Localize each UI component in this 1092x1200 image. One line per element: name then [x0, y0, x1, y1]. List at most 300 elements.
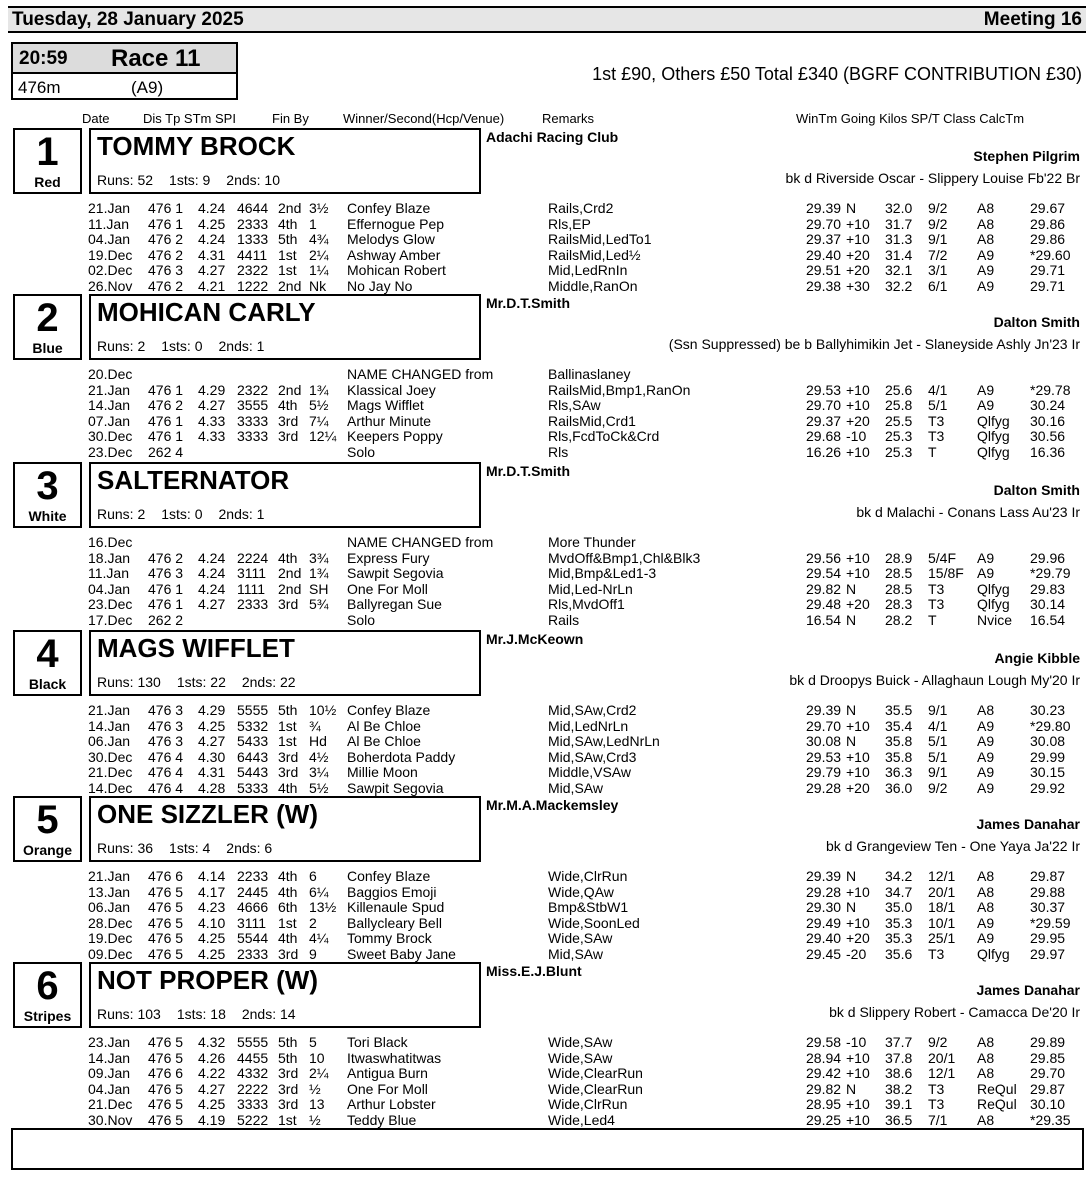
form-winner-second: One For Moll	[347, 1080, 428, 1097]
form-winner-second: Mags Wifflet	[347, 397, 424, 413]
form-going: N	[846, 899, 857, 915]
form-remarks: Wide,SAw	[548, 1034, 613, 1050]
form-kilos: 31.7	[885, 215, 913, 232]
dog-name: MAGS WIFFLET	[97, 633, 295, 663]
form-winner-second: NAME CHANGED from	[347, 366, 494, 382]
form-winner-second: One For Moll	[347, 580, 428, 597]
form-class: A9	[977, 717, 995, 734]
col-header-remarks: Remarks	[542, 111, 595, 126]
form-kilos: 28.5	[885, 565, 913, 581]
form-winner-second: Ballyregan Sue	[347, 596, 442, 612]
form-row	[0, 397, 1092, 413]
form-calc-time: 29.99	[1030, 748, 1066, 765]
form-remarks: Rls,MvdOff1	[548, 596, 625, 612]
form-win-time: 29.70	[806, 215, 842, 232]
form-finish: 3rd	[278, 1065, 299, 1081]
form-date: 19.Dec	[88, 246, 133, 263]
form-distance-beaten: 3½	[309, 200, 329, 216]
form-going: N	[846, 702, 857, 718]
form-row	[0, 702, 1092, 718]
form-calc-time: 29.87	[1030, 1080, 1066, 1097]
form-winner-second: Effernogue Pep	[347, 215, 445, 232]
form-remarks: Mid,SAw,LedNrLn	[548, 733, 660, 749]
form-sectional: 4.27	[198, 596, 226, 612]
form-row	[0, 200, 1092, 216]
form-distance-beaten: ¾	[309, 717, 321, 734]
dog-name-box	[89, 962, 481, 1028]
form-win-time: 29.40	[806, 246, 842, 263]
form-remarks: More Thunder	[548, 534, 636, 550]
form-row	[0, 946, 1092, 962]
form-dis-trap: 476 5	[148, 899, 184, 915]
breeding-line: bk d Droopys Buick - Allaghaun Lough My'20 Ir	[789, 672, 1080, 688]
form-going: +20	[846, 779, 870, 796]
form-split-positions: 4411	[237, 246, 268, 263]
form-kilos: 39.1	[885, 1096, 913, 1112]
trap-number: 1	[36, 130, 59, 174]
form-remarks: Rls,EP	[548, 215, 591, 232]
trap-number: 2	[36, 296, 59, 340]
form-date: 06.Jan	[88, 733, 131, 749]
form-distance-beaten: 1¼	[309, 262, 329, 278]
form-remarks: RailsMid,Bmp1,RanOn	[548, 381, 691, 398]
form-win-time: 29.82	[806, 1080, 842, 1097]
form-sectional: 4.25	[198, 945, 226, 962]
form-kilos: 35.0	[885, 899, 913, 915]
form-row	[0, 780, 1092, 796]
form-winner-second: Tommy Brock	[347, 930, 432, 946]
form-sectional: 4.28	[198, 779, 226, 796]
owner-name: Miss.E.J.Blunt	[486, 963, 582, 979]
form-calc-time: *29.60	[1030, 246, 1071, 263]
form-remarks: Wide,SAw	[548, 930, 613, 946]
form-going: +10	[846, 883, 870, 900]
trainer-name: Stephen Pilgrim	[973, 148, 1080, 164]
form-winner-second: Sawpit Segovia	[347, 565, 444, 581]
form-sectional: 4.27	[198, 1080, 226, 1097]
form-finish: 3rd	[278, 412, 299, 429]
form-win-time: 29.58	[806, 1034, 842, 1050]
form-row	[0, 915, 1092, 931]
trainer-name: Dalton Smith	[993, 482, 1080, 498]
form-finish: 5th	[278, 1034, 298, 1050]
form-split-positions: 5433	[237, 733, 269, 749]
form-split-positions: 3333	[237, 412, 269, 429]
seconds-count: 2nds: 22	[241, 674, 296, 690]
form-class: ReQul	[977, 1080, 1017, 1097]
form-date: 06.Jan	[88, 899, 131, 915]
form-win-time: 29.39	[806, 868, 842, 884]
form-date: 14.Dec	[88, 779, 133, 796]
form-kilos: 31.4	[885, 246, 913, 263]
form-split-positions: 5443	[237, 764, 269, 780]
form-winner-second: Boherdota Paddy	[347, 748, 456, 765]
race-distance: 476m	[18, 78, 61, 97]
form-starting-price: 9/1	[928, 702, 948, 718]
form-class: A9	[977, 779, 995, 796]
form-kilos: 36.5	[885, 1111, 913, 1128]
form-going: -10	[846, 428, 867, 444]
form-going: +10	[846, 1096, 870, 1112]
form-starting-price: 5/1	[928, 397, 948, 413]
form-winner-second: Al Be Chloe	[347, 733, 421, 749]
form-row	[0, 733, 1092, 749]
form-date: 04.Jan	[88, 231, 131, 247]
form-calc-time: 29.87	[1030, 868, 1066, 884]
form-winner-second: Killenaule Spud	[347, 899, 445, 915]
form-dis-trap: 476 6	[148, 868, 184, 884]
form-distance-beaten: 1	[309, 215, 317, 232]
dog-name-box	[89, 630, 481, 696]
race-header-row	[13, 44, 236, 74]
form-row	[0, 534, 1092, 550]
form-class: A8	[977, 868, 995, 884]
form-sectional: 4.33	[198, 428, 226, 444]
form-starting-price: 7/1	[928, 1111, 948, 1128]
form-going: N	[846, 200, 857, 216]
trainer-name: James Danahar	[976, 816, 1080, 832]
firsts-count: 1sts: 22	[176, 674, 226, 690]
form-row	[0, 382, 1092, 398]
breeding-line: bk d Riverside Oscar - Slippery Louise Fb'22 Br	[785, 170, 1080, 186]
form-remarks: Rls,FcdToCk&Crd	[548, 428, 660, 444]
col-header-date: Date	[82, 111, 110, 126]
form-distance-beaten: 4½	[309, 748, 329, 765]
form-class: A9	[977, 262, 995, 278]
form-date: 09.Jan	[88, 1065, 131, 1081]
form-winner-second: NAME CHANGED from	[347, 534, 494, 550]
form-row	[0, 428, 1092, 444]
form-kilos: 35.5	[885, 702, 913, 718]
form-going: +10	[846, 549, 870, 566]
form-row	[0, 899, 1092, 915]
form-class: Qlfyg	[977, 412, 1010, 429]
seconds-count: 2nds: 1	[218, 506, 265, 522]
breeding-line: bk d Grangeview Ten - One Yaya Ja'22 Ir	[825, 838, 1080, 854]
form-remarks: Mid,SAw,Crd3	[548, 748, 637, 765]
form-dis-trap: 476 4	[148, 748, 184, 765]
form-distance-beaten: SH	[309, 580, 329, 597]
form-row	[0, 596, 1092, 612]
form-starting-price: 9/1	[928, 231, 948, 247]
form-date: 23.Dec	[88, 596, 133, 612]
form-split-positions: 5544	[237, 930, 269, 946]
runs-count: Runs: 2	[97, 338, 146, 354]
form-split-positions: 3555	[237, 397, 269, 413]
form-winner-second: Solo	[347, 611, 376, 628]
form-dis-trap: 476 4	[148, 764, 184, 780]
form-calc-time: 29.83	[1030, 580, 1066, 597]
form-going: +10	[846, 565, 870, 581]
form-calc-time: *29.80	[1030, 717, 1071, 734]
form-win-time: 29.56	[806, 549, 842, 566]
form-finish: 2nd	[278, 565, 302, 581]
form-class: A9	[977, 565, 995, 581]
meeting-number: Meeting 16	[983, 9, 1082, 30]
form-kilos: 25.3	[885, 428, 913, 444]
form-date: 19.Dec	[88, 930, 133, 946]
form-distance-beaten: 9	[309, 945, 317, 962]
form-calc-time: 30.15	[1030, 764, 1066, 780]
form-row	[0, 550, 1092, 566]
dog-name: ONE SIZZLER (W)	[97, 799, 318, 829]
form-going: N	[846, 1080, 857, 1097]
form-kilos: 32.1	[885, 262, 913, 278]
form-starting-price: 3/1	[928, 262, 948, 278]
form-dis-trap: 476 5	[148, 1096, 184, 1112]
form-going: +20	[846, 596, 870, 612]
form-going: -20	[846, 945, 867, 962]
form-finish: 3rd	[278, 748, 299, 765]
dog-name-box	[89, 128, 481, 194]
col-header-right: WinTm Going Kilos SP/T Class CalcTm	[796, 111, 1025, 126]
form-row	[0, 413, 1092, 429]
runs-count: Runs: 52	[97, 172, 154, 188]
breeding-line: (Ssn Suppressed) be b Ballyhimikin Jet - Slaneyside Ashly Jn'23 Ir	[668, 336, 1080, 352]
trap-box	[13, 630, 82, 696]
form-finish: 3rd	[278, 764, 299, 780]
form-remarks: Mid,SAw,Crd2	[548, 702, 637, 718]
form-date: 04.Jan	[88, 1080, 131, 1097]
form-distance-beaten: Hd	[309, 733, 327, 749]
form-going: +20	[846, 412, 870, 429]
form-starting-price: 9/2	[928, 215, 948, 232]
form-sectional: 4.27	[198, 733, 226, 749]
form-winner-second: Ballycleary Bell	[347, 914, 442, 931]
firsts-count: 1sts: 4	[169, 840, 211, 856]
form-class: Qlfyg	[977, 443, 1010, 460]
form-row	[0, 1034, 1092, 1050]
dog-record	[97, 840, 272, 856]
form-win-time: 29.37	[806, 231, 842, 247]
form-win-time: 29.30	[806, 899, 842, 915]
form-starting-price: T	[928, 443, 937, 460]
form-class: A9	[977, 914, 995, 931]
form-remarks: Wide,ClearRun	[548, 1065, 643, 1081]
form-finish: 4th	[278, 930, 298, 946]
form-class: Qlfyg	[977, 580, 1010, 597]
dog-record	[97, 172, 280, 188]
form-win-time: 29.54	[806, 565, 842, 581]
form-dis-trap: 476 4	[148, 779, 184, 796]
breeding-line: bk d Malachi - Conans Lass Au'23 Ir	[856, 504, 1080, 520]
form-remarks: RailsMid,LedTo1	[548, 231, 652, 247]
form-winner-second: Arthur Minute	[347, 412, 432, 429]
form-distance-beaten: 1¾	[309, 565, 329, 581]
form-finish: 3rd	[278, 428, 299, 444]
form-split-positions: 5333	[237, 779, 269, 796]
form-remarks: Rails,Crd2	[548, 200, 614, 216]
form-winner-second: Arthur Lobster	[347, 1096, 436, 1112]
form-starting-price: 20/1	[928, 883, 956, 900]
form-class: A9	[977, 930, 995, 946]
form-winner-second: Sweet Baby Jane	[347, 945, 456, 962]
form-class: A8	[977, 702, 995, 718]
form-row	[0, 231, 1092, 247]
form-split-positions: 1111	[237, 580, 266, 597]
form-winner-second: Al Be Chloe	[347, 717, 421, 734]
form-going: +20	[846, 246, 870, 263]
form-class: A8	[977, 1065, 995, 1081]
form-split-positions: 3333	[237, 1096, 269, 1112]
form-kilos: 25.6	[885, 381, 913, 398]
form-kilos: 38.6	[885, 1065, 913, 1081]
form-starting-price: 9/2	[928, 1034, 948, 1050]
form-calc-time: 29.71	[1030, 277, 1066, 294]
form-date: 26.Nov	[88, 277, 133, 294]
dog-record	[97, 674, 296, 690]
form-class: A8	[977, 231, 995, 247]
form-kilos: 34.7	[885, 883, 913, 900]
dog-name: NOT PROPER (W)	[97, 965, 318, 995]
form-row	[0, 749, 1092, 765]
form-sectional: 4.17	[198, 883, 226, 900]
owner-name: Mr.J.McKeown	[486, 631, 584, 647]
form-dis-trap: 476 5	[148, 883, 184, 900]
form-remarks: Ballinaslaney	[548, 366, 631, 382]
form-going: +10	[846, 443, 870, 460]
form-win-time: 29.79	[806, 764, 842, 780]
form-going: +20	[846, 930, 870, 946]
meeting-date: Tuesday, 28 January 2025	[12, 9, 244, 30]
form-finish: 3rd	[278, 1080, 299, 1097]
form-finish: 5th	[278, 702, 298, 718]
form-calc-time: 16.54	[1030, 611, 1066, 628]
form-going: +10	[846, 1049, 870, 1066]
form-starting-price: T3	[928, 1096, 945, 1112]
form-split-positions: 3333	[237, 428, 269, 444]
form-date: 30.Nov	[88, 1111, 133, 1128]
trap-colour: White	[28, 508, 67, 524]
form-starting-price: 4/1	[928, 381, 948, 398]
form-winner-second: Klassical Joey	[347, 381, 436, 398]
form-winner-second: Ashway Amber	[347, 246, 441, 263]
form-remarks: Rails	[548, 611, 580, 628]
form-win-time: 29.28	[806, 883, 842, 900]
form-date: 11.Jan	[88, 565, 129, 581]
form-going: +30	[846, 277, 870, 294]
form-going: +10	[846, 1111, 870, 1128]
runs-count: Runs: 36	[97, 840, 154, 856]
form-winner-second: Keepers Poppy	[347, 428, 443, 444]
form-class: A9	[977, 733, 995, 749]
form-split-positions: 4644	[237, 200, 269, 216]
form-split-positions: 2233	[237, 868, 269, 884]
form-starting-price: 15/8F	[928, 565, 964, 581]
form-win-time: 29.37	[806, 412, 842, 429]
form-calc-time: 29.96	[1030, 549, 1066, 566]
form-sectional: 4.14	[198, 868, 226, 884]
form-dis-trap: 476 2	[148, 549, 184, 566]
form-calc-time: 29.86	[1030, 231, 1066, 247]
form-going: N	[846, 580, 857, 597]
trap-box	[13, 294, 82, 360]
form-split-positions: 2322	[237, 262, 269, 278]
form-win-time: 16.54	[806, 611, 842, 628]
dog-name: TOMMY BROCK	[97, 131, 296, 161]
form-date: 30.Dec	[88, 748, 133, 765]
form-class: Nvice	[977, 611, 1013, 628]
form-distance-beaten: 13½	[309, 899, 337, 915]
form-distance-beaten: 10	[309, 1049, 325, 1066]
form-distance-beaten: 5	[309, 1034, 317, 1050]
breeding-line: bk d Slippery Robert - Camacca De'20 Ir	[829, 1004, 1080, 1020]
form-starting-price: 20/1	[928, 1049, 956, 1066]
form-calc-time: 29.86	[1030, 215, 1066, 232]
form-win-time: 29.25	[806, 1111, 842, 1128]
form-row	[0, 581, 1092, 597]
form-going: +10	[846, 764, 870, 780]
form-split-positions: 2333	[237, 215, 269, 232]
form-date: 02.Dec	[88, 262, 133, 278]
form-win-time: 30.08	[806, 733, 842, 749]
form-calc-time: 30.23	[1030, 702, 1066, 718]
runs-count: Runs: 130	[97, 674, 161, 690]
form-winner-second: Sawpit Segovia	[347, 779, 444, 796]
form-kilos: 25.5	[885, 412, 913, 429]
form-finish: 1st	[278, 717, 297, 734]
form-finish: 2nd	[278, 200, 302, 216]
form-winner-second: Melodys Glow	[347, 231, 435, 247]
form-remarks: Wide,SoonLed	[548, 914, 640, 931]
form-dis-trap: 476 5	[148, 1034, 184, 1050]
form-sectional: 4.24	[198, 580, 226, 597]
form-sectional: 4.10	[198, 914, 226, 931]
form-sectional: 4.22	[198, 1065, 226, 1081]
form-starting-price: 7/2	[928, 246, 948, 263]
form-split-positions: 2445	[237, 883, 269, 900]
form-class: A9	[977, 277, 995, 294]
trap-box	[13, 962, 82, 1028]
form-winner-second: Express Fury	[347, 549, 430, 566]
form-distance-beaten: 2	[309, 914, 317, 931]
form-kilos: 28.2	[885, 611, 913, 628]
form-remarks: RailsMid,Led½	[548, 246, 641, 263]
form-dis-trap: 476 2	[148, 246, 184, 263]
form-starting-price: 5/4F	[928, 549, 957, 566]
form-dis-trap: 476 2	[148, 397, 184, 413]
form-winner-second: Confey Blaze	[347, 702, 431, 718]
form-calc-time: *29.78	[1030, 381, 1071, 398]
form-dis-trap: 476 1	[148, 428, 184, 444]
form-distance-beaten: 12¼	[309, 428, 337, 444]
form-calc-time: 29.97	[1030, 945, 1066, 962]
form-distance-beaten: 6	[309, 868, 317, 884]
form-going: +10	[846, 215, 870, 232]
form-distance-beaten: 6¼	[309, 883, 329, 900]
runs-count: Runs: 2	[97, 506, 146, 522]
form-starting-price: 12/1	[928, 1065, 956, 1081]
form-going: +10	[846, 397, 870, 413]
form-calc-time: 29.88	[1030, 883, 1066, 900]
seconds-count: 2nds: 1	[218, 338, 265, 354]
form-sectional: 4.33	[198, 412, 226, 429]
trap-colour: Orange	[22, 842, 72, 858]
form-going: +10	[846, 717, 870, 734]
form-row	[0, 868, 1092, 884]
form-finish: 6th	[278, 899, 298, 915]
form-dis-trap: 262 2	[148, 611, 184, 628]
form-kilos: 37.7	[885, 1034, 913, 1050]
form-date: 07.Jan	[88, 412, 131, 429]
form-kilos: 38.2	[885, 1080, 913, 1097]
form-row	[0, 1050, 1092, 1066]
firsts-count: 1sts: 0	[161, 506, 203, 522]
form-split-positions: 4666	[237, 899, 269, 915]
form-dis-trap: 476 5	[148, 945, 184, 962]
trap-number: 5	[36, 798, 59, 842]
form-distance-beaten: 5½	[309, 397, 329, 413]
